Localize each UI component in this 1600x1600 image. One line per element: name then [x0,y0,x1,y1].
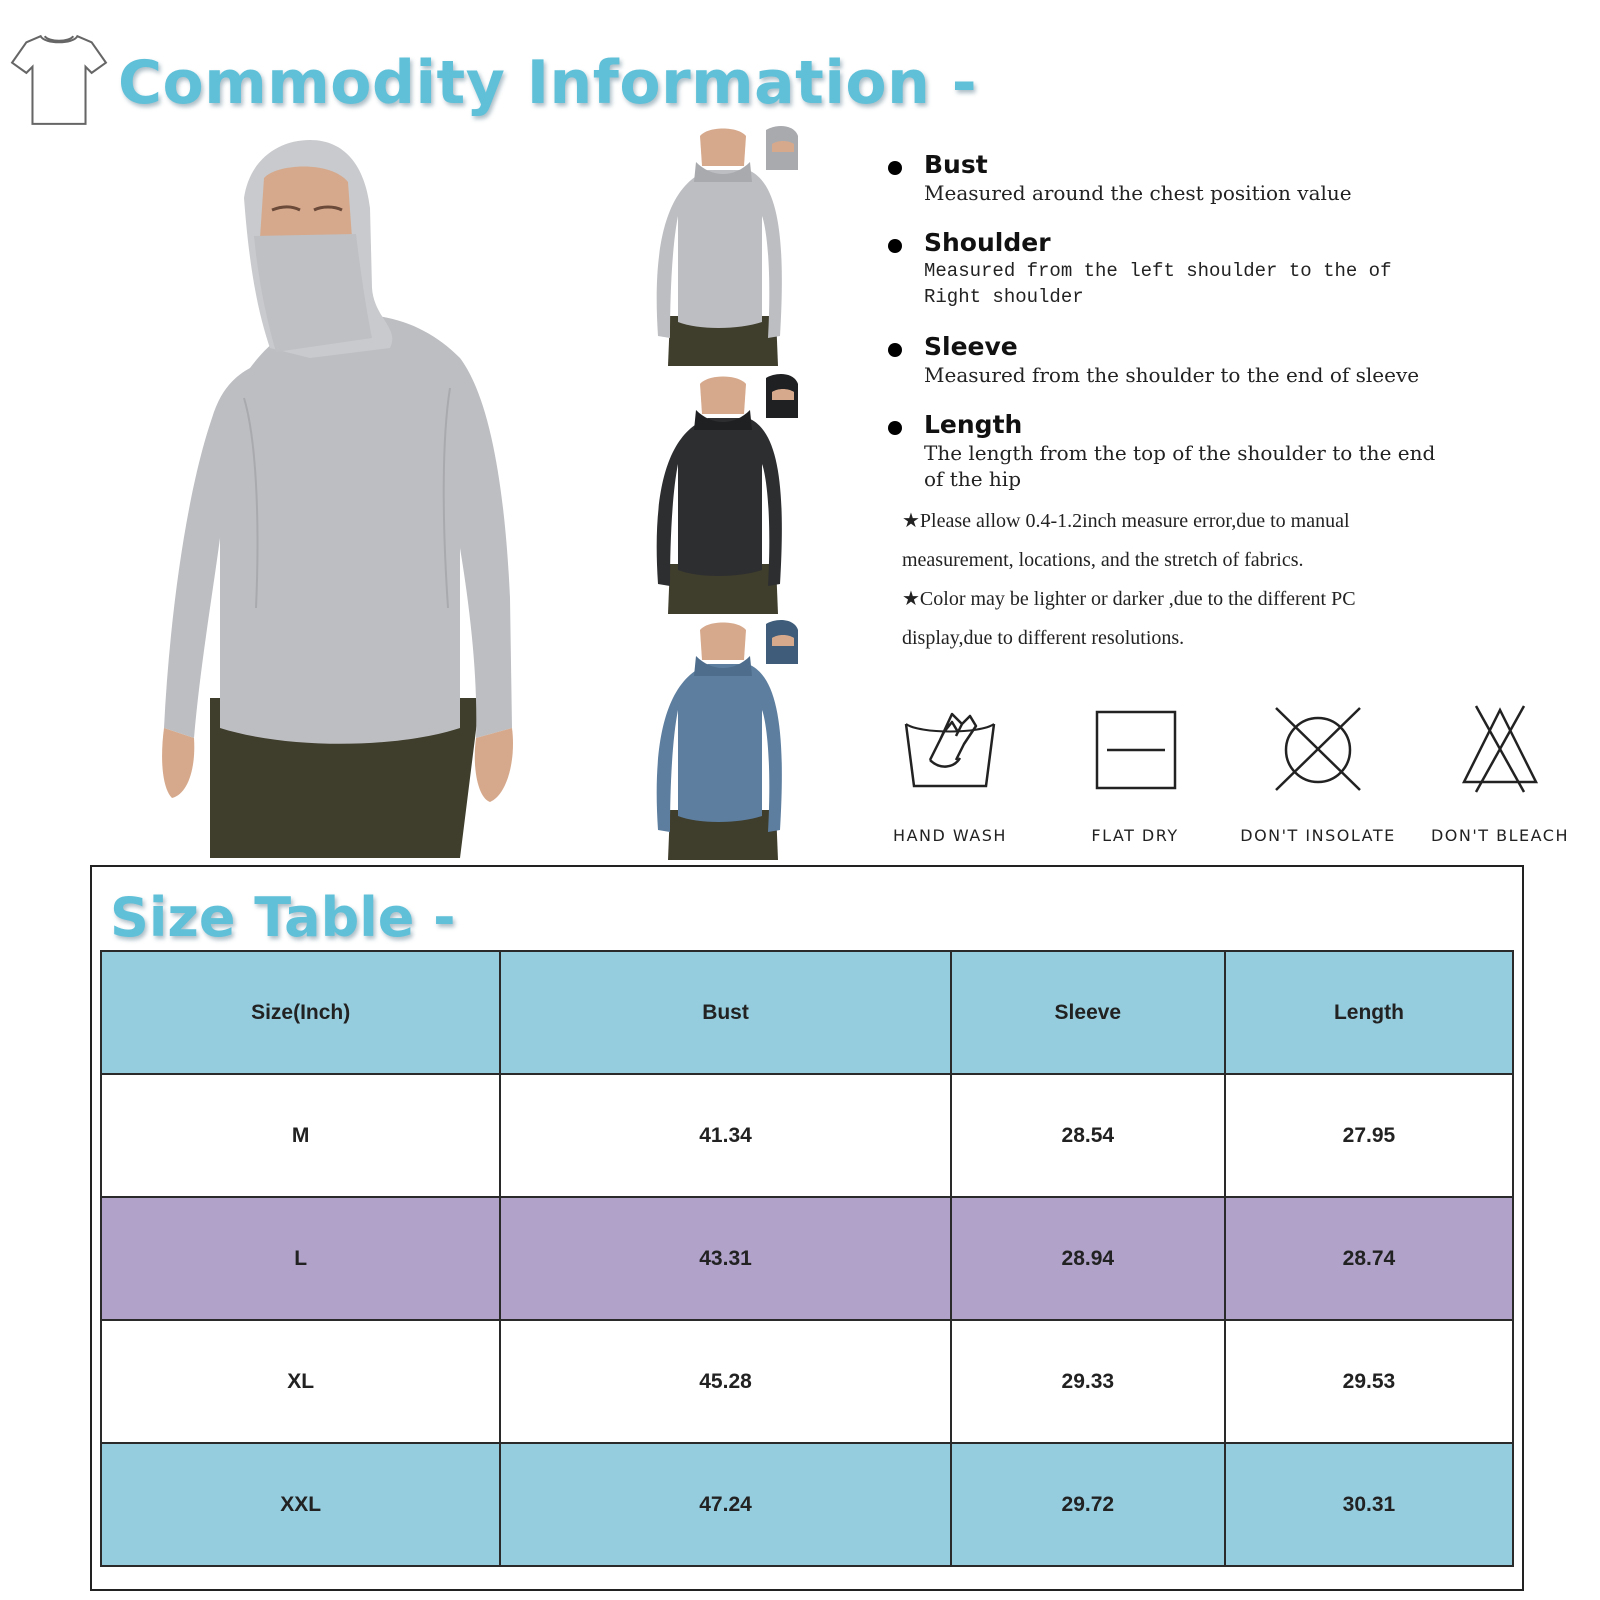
table-cell: 43.31 [500,1197,950,1320]
size-table [100,950,1514,1567]
product-thumbnail-blue [648,620,828,866]
table-row [101,1197,1513,1320]
table-cell: 28.54 [951,1074,1225,1197]
table-cell: 41.34 [500,1074,950,1197]
table-cell: 45.28 [500,1320,950,1443]
table-header-cell: Length [1225,951,1513,1074]
bullet-icon [888,239,902,253]
bullet-icon [888,161,902,175]
measurement-note [888,228,1578,310]
flat-dry-icon [1085,704,1185,794]
bullet-icon [888,421,902,435]
care-instruction [870,704,1030,845]
color-difference-note: ★Color may be lighter or darker ,due to the different PC display,due to different resolutions. [902,588,1356,649]
care-label: HAND WASH [893,826,1007,845]
measure-error-note: ★Please allow 0.4-1.2inch measure error,due to manual measurement, locations, and the stretch of fabrics. [902,510,1350,571]
care-label: DON'T BLEACH [1430,826,1569,845]
measurement-description: Measured around the chest position value [924,181,1352,205]
care-label: FLAT DRY [1091,826,1179,845]
measurement-name: Bust [924,150,988,179]
table-cell: 47.24 [500,1443,950,1566]
product-thumbnail-grey [648,126,828,372]
page-title: Commodity Information - [118,48,978,118]
table-cell: L [101,1197,500,1320]
product-thumbnail-black [648,374,828,620]
table-cell: 29.53 [1225,1320,1513,1443]
table-row [101,1443,1513,1566]
measurement-guide [888,150,1578,514]
measurement-note [888,332,1578,388]
measurement-note [888,150,1578,206]
size-table-title: Size Table - [110,886,456,949]
dont-insolate-icon [1268,704,1368,794]
table-cell: XXL [101,1443,500,1566]
table-header-cell: Size(Inch) [101,951,500,1074]
bullet-icon [888,343,902,357]
care-instruction [1238,704,1398,845]
table-row [101,1074,1513,1197]
measurement-note [888,410,1578,492]
dont-bleach-icon [1450,704,1550,794]
care-label: DON'T INSOLATE [1240,826,1396,845]
table-cell: 29.33 [951,1320,1225,1443]
disclaimer-notes [902,502,1362,658]
table-header-row [101,951,1513,1074]
main-product-photo [160,138,530,858]
table-row [101,1320,1513,1443]
measurement-name: Sleeve [924,332,1018,361]
measurement-description: The length from the top of the shoulder to the end of the hip [924,441,1436,491]
table-cell: 28.74 [1225,1197,1513,1320]
table-cell: 29.72 [951,1443,1225,1566]
tshirt-icon [8,28,110,130]
measurement-description: Measured from the shoulder to the end of sleeve [924,363,1420,387]
table-cell: 28.94 [951,1197,1225,1320]
care-instruction [1055,704,1215,845]
table-cell: 27.95 [1225,1074,1513,1197]
measurement-name: Length [924,410,1023,439]
measurement-description: Measured from the left shoulder to the of Right shoulder [924,260,1392,308]
hand-wash-icon [900,704,1000,794]
table-cell: XL [101,1320,500,1443]
table-cell: M [101,1074,500,1197]
table-header-cell: Bust [500,951,950,1074]
care-instruction [1420,704,1580,845]
table-header-cell: Sleeve [951,951,1225,1074]
table-cell: 30.31 [1225,1443,1513,1566]
measurement-name: Shoulder [924,228,1051,257]
